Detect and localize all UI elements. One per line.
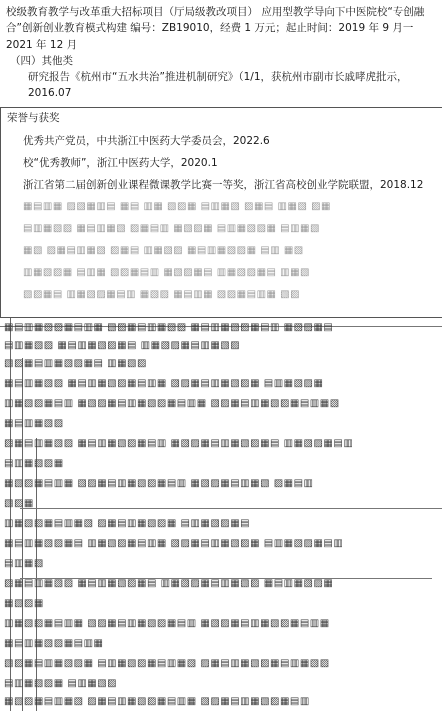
garbled-row: ▦▧▨▦▤▥▦▧ ▨▦▤▥▦▧▨▦▤▥▦ ▧▨▦▤▥▦▧▨▦▤▥	[4, 696, 310, 707]
garbled-row: ▤▥▦▧▨ ▦▤▥▦▧ ▨▦▤▥ ▦▧▨▦ ▤▥▦▧▨▦ ▤▥▦▧	[23, 223, 320, 235]
corrupted-region	[0, 318, 442, 711]
garbled-row: ▧▨▦▤ ▥▦▧▨▦▤▥ ▦▧▨ ▦▤▥▦ ▧▨▦▤▥▦ ▧▨	[23, 289, 301, 301]
honor-item-2: 校“优秀教师”，浙江中医药大学，2020.1	[23, 157, 218, 170]
honors-section	[0, 108, 442, 318]
garbled-row: ▨▦▤▥▦▧▨ ▦▤▥▦▧▨▦▤▥ ▦▧▨▦▤▥▦▧▨▦▤ ▥▦▧▨▦▤▥	[4, 438, 354, 449]
garbled-row: ▤▥▦▧▨ ▦▤▥▦▧▨▦▤ ▥▦▧▨▦▤▥▦▧▨	[4, 340, 241, 351]
garbled-row: ▦▧▨▦	[4, 598, 44, 609]
other-category-heading: （四）其他类	[10, 54, 73, 67]
honor-item-3: 浙江省第二届创新创业课程微课教学比赛一等奖，浙江省高校创业学院联盟，2018.12	[23, 179, 424, 192]
garbled-row: ▥▦▧▨▦▤▥ ▦▧▨▦▤▥▦▧▨▦▤▥▦ ▧▨▦▤▥▦▧▨▦▤▥▦▧	[4, 398, 340, 409]
garbled-row: ▦▤▥▦▧▨▦▤ ▥▦▧▨▦▤▥▦ ▧▨▦▤▥▦▧▨▦ ▤▥▦▧▨▦▤▥	[4, 538, 344, 549]
garbled-row: ▤▥▦▧▨▦	[4, 458, 64, 469]
garbled-row: ▥▦▧▨▦▤▥▦ ▧▨▦▤▥▦▧▨▦▤▥ ▦▧▨▦▤▥▦▧▨▦▤▥▦	[4, 618, 330, 629]
garbled-row: ▧▨▦▤▥▦▧▨▦▤ ▥▦▧▨	[4, 358, 147, 369]
garbled-row: ▧▨▦▤▥▦▧▨▦ ▤▥▦▧▨▦▤▥▦▧ ▨▦▤▥▦▧▨▦▤▥▦▧▨	[4, 658, 330, 669]
research-report-entry: 研究报告《杭州市“五水共治”推进机制研究》（1/1，获杭州市副市长戚哮虎批示，2016.07	[28, 71, 408, 100]
garbled-row: ▦▤▥▦ ▨▧▦▥▤ ▦▤ ▥▦ ▧▨▦ ▤▥▦▧ ▨▦▤ ▥▦▧ ▨▦	[23, 201, 331, 213]
project-section	[0, 0, 442, 108]
project-entry: 校级教育教学与改革重大招标项目（厅局级教改项目） 应用型教学导向下中医院校“专创融合”创新创业教育模式构建 编号：ZB19010，经费 1 万元；起止时间：2019 年 9 月一2021 年 12 月	[6, 6, 425, 51]
honors-title: 荣誉与获奖	[7, 112, 60, 124]
garbled-row: ▦▤▥▦▧▨▦▤▥▦	[4, 638, 104, 649]
garbled-row: ▦▧▨▦▤▥▦ ▧▨▦▤▥▦▧▨▦▤▥ ▦▧▨▦▤▥▦▧ ▨▦▤▥	[4, 478, 314, 489]
honor-item-1: 优秀共产党员，中共浙江中医药大学委员会，2022.6	[23, 135, 270, 148]
garbled-row: ▨▦▤▥▦▧▨ ▦▤▥▦▧▨▦▤ ▥▦▧▨▦▤▥▦▧▨ ▦▤▥▦▧▨▦	[4, 578, 334, 589]
garbled-row: ▤▥▦▧▨▦ ▤▥▦▧▨	[4, 678, 118, 689]
garbled-row: ▥▦▧▨▦ ▤▥▦ ▧▨▦▤▥ ▦▧▨▦▤ ▥▦▧▨▦▤ ▥▦▧	[23, 267, 310, 279]
garbled-row: ▧▨▦	[4, 498, 34, 509]
garbled-row: ▦▤▥▦▧▨	[4, 418, 64, 429]
garbled-row: ▦▧ ▨▦▤▥▦▧ ▨▦▤ ▥▦▧▨ ▦▤▥▦▧▨▦ ▤▥ ▦▧	[23, 245, 304, 257]
garbled-row: ▥▦▧▨▦▤▥▦▧ ▨▦▤▥▦▧▨▦ ▤▥▦▧▨▦▤	[4, 518, 251, 529]
garbled-row: ▦▤▥▦▧▨▦▤▥▦ ▧▨▦▤▥▦▧▨ ▦▤▥▦▧▨▦▤▥ ▦▧▨▦▤	[4, 322, 334, 333]
garbled-row: ▤▥▦▧	[4, 558, 44, 569]
garbled-row: ▦▤▥▦▧▨ ▦▤▥▦▧▨▦▤▥▦ ▧▨▦▤▥▦▧▨▦ ▤▥▦▧▨▦	[4, 378, 324, 389]
